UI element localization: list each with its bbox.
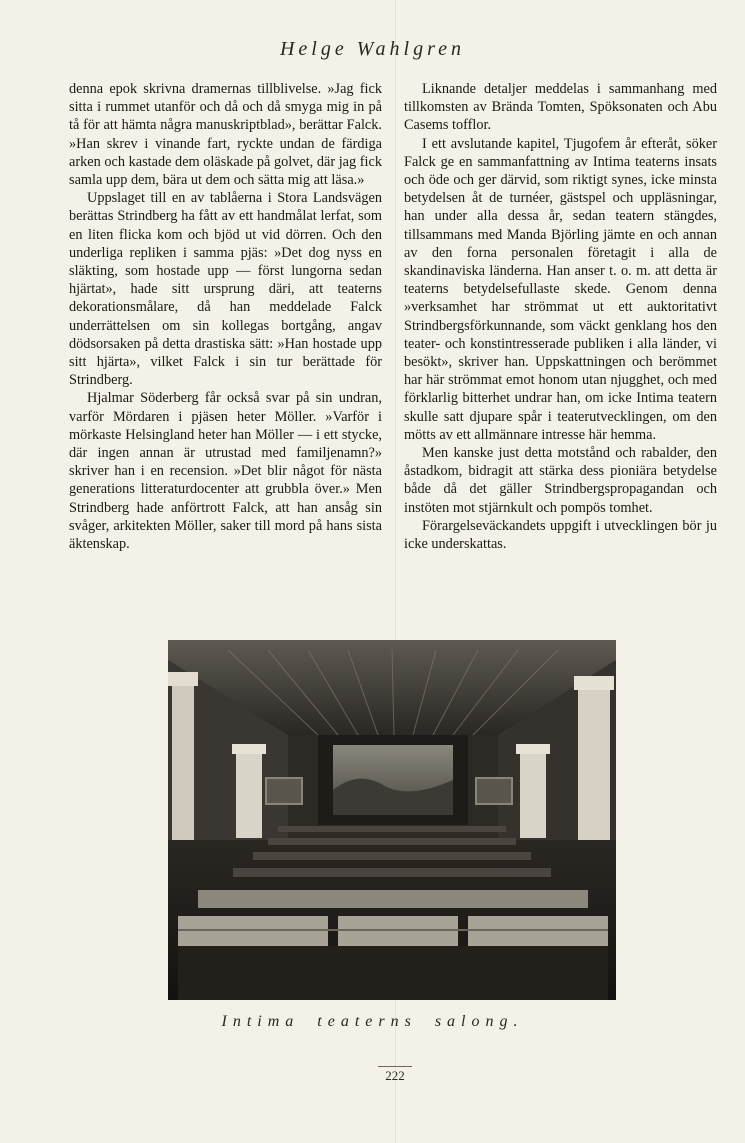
- auditorium-illustration: [168, 640, 616, 1000]
- left-column: [69, 80, 382, 553]
- right-column: [404, 80, 717, 553]
- running-head: Helge Wahlgren: [279, 38, 466, 60]
- paragraph: Förargelseväckandets uppgift i utvecklingen bör ju icke underskattas.: [404, 517, 717, 553]
- paragraph: Men kanske just detta motstånd och rabalder, den åstadkom, bidragit att stärka dess pioniära betydelse både då det gäller Strindbergspropagandan och instöten mot stjärnkult och pompös tomhet.: [404, 445, 717, 516]
- theatre-auditorium-photo: [168, 640, 616, 1000]
- figure-caption: Intima teaterns salong.: [221, 1013, 524, 1030]
- paragraph: Liknande detaljer meddelas i sammanhang med tillkomsten av Brända Tomten, Spöksonaten och Abu Casems tofflor.: [404, 81, 717, 134]
- folio-rule: [378, 1066, 412, 1067]
- paragraph: I ett avslutande kapitel, Tjugofem år efteråt, söker Falck ge en sammanfattning av Intima teaterns insats och öde och ger därvid, som riktigt synes, icke minsta betydelsen åt de turnéer, gästspel och uppläsningar, han under alla dessa år, sedan teatern stängdes, tillsammans med Manda Björling jämte en och annan av den forna personalen företagit i alla de skandinaviska länderna. Han anser t. o. m. att detta är teaterns betydelsefullaste skede. Genom denna »verksamhet har strömmat ut ett auktoritativt Strindbergsförkunnande, som väckt genklang hos den teater- och konstintresserade publiken i alla länder, vi besökt», skriver han. Uppskattningen och berömmet har här strömmat emot honom utan njugghet, och med förklarlig bitterhet undrar han, om icke Intima teatern skulle satt djupare spår i teaterutvecklingen, om den mötts av ett allmännare intresse här hemma.: [404, 135, 717, 443]
- page-number: 222: [385, 1068, 405, 1083]
- paragraph: Hjalmar Söderberg får också svar på sin undran, varför Mördaren i pjäsen heter Möller. »Varför i mörkaste Helsingland heter han Möller — i ett stycke, där ingen annan är utrustad med familjenamn?» skriver han i en recension. »Det blir något för nästa generations litteraturdocenter att grubbla över.» Men Strindberg hade anförtrott Falck, att han ansåg sin svåger, arkitekten Möller, saker till mord på hans sista äktenskap.: [69, 390, 382, 553]
- paragraph: Uppslaget till en av tablåerna i Stora Landsvägen berättas Strindberg ha fått av ett handmålat lerfat, som en liten flicka kom och bjöd ut vid dörren. Och den underliga repliken i samma pjäs: »Det dog nyss en släkting, som hostade upp — först lungorna sedan hjärtat», hade sitt ursprung däri, att teaterns dekorationsmålare, då han meddelade Falck underrättelsen om sin kollegas bortgång, angav dödsorsaken på detta drastiska sätt: »Han hostade upp sitt hjärta», vilket Falck i sin tur berättade för Strindberg.: [69, 190, 382, 389]
- paragraph: denna epok skrivna dramernas tillblivelse. »Jag fick sitta i rummet utanför och då och då smyga mig in på tå för att hämta några manuskriptblad», berättar Falck. »Han skrev i vinande fart, ryckte undan de färdiga arken och kastade dem oläskade på golvet, där jag fick samla upp dem, bära ut dem och sätta mig att läsa.»: [69, 81, 382, 189]
